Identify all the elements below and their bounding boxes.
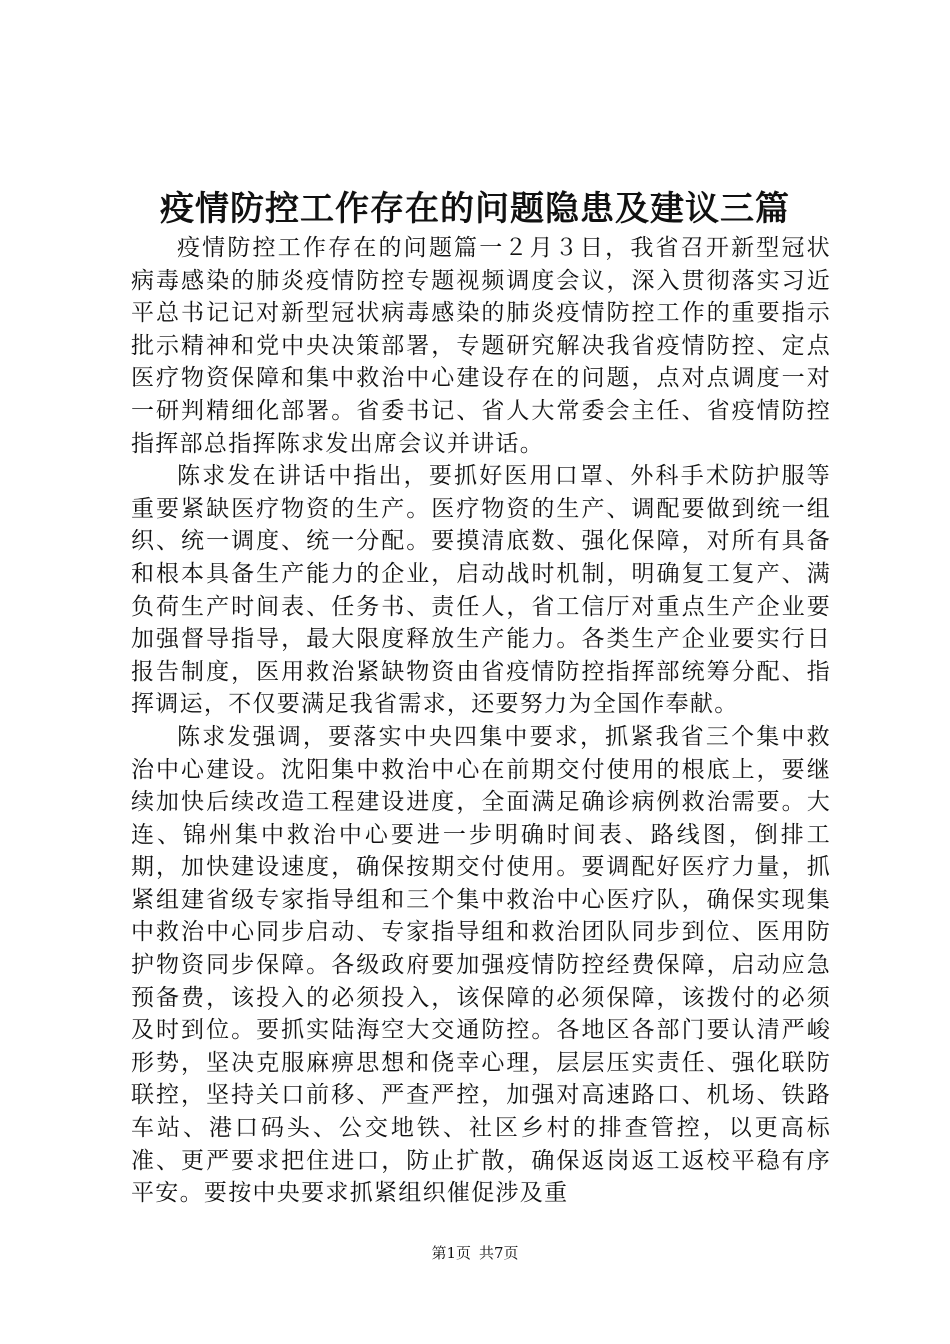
paragraph-2: 陈求发在讲话中指出，要抓好医用口罩、外科手术防护服等重要紧缺医疗物资的生产。医疗物资的生产、调配要做到统一组织、统一调度、统一分配。要摸清底数、强化保障，对所有具备和根本具备生产能力的企业，启动战时机制，明确复工复产、满负荷生产时间表、任务书、责任人，省工信厅对重点生产企业要加强督导指导，最大限度释放生产能力。各类生产企业要实行日报告制度，医用救治紧缺物资由省疫情防控指挥部统筹分配、指挥调运，不仅要满足我省需求，还要努力为全国作奉献。 — [131, 463, 831, 718]
page-footer — [0, 1241, 950, 1265]
paragraph-1: 疫情防控工作存在的问题篇一２月３日，我省召开新型冠状病毒感染的肺炎疫情防控专题视频调度会议，深入贯彻落实习近平总书记记对新型冠状病毒感染的肺炎疫情防控工作的重要指示批示精神和党中央决策部署，专题研究解决我省疫情防控、定点医疗物资保障和集中救治中心建设存在的问题，点对点调度一对一研判精细化部署。省委书记、省人大常委会主任、省疫情防控指挥部总指挥陈求发出席会议并讲话。 — [131, 235, 831, 457]
paragraph-3: 陈求发强调，要落实中央四集中要求，抓紧我省三个集中救治中心建设。沈阳集中救治中心在前期交付使用的根底上，要继续加快后续改造工程建设进度，全面满足确诊病例救治需要。大连、锦州集中救治中心要进一步明确时间表、路线图，倒排工期，加快建设速度，确保按期交付使用。要调配好医疗力量，抓紧组建省级专家指导组和三个集中救治中心医疗队，确保实现集中救治中心同步启动、专家指导组和救治团队同步到位、医用防护物资同步保障。各级政府要加强疫情防控经费保障，启动应急预备费，该投入的必须投入，该保障的必须保障，该拨付的必须及时到位。要抓实陆海空大交通防控。各地区各部门要认清严峻形势，坚决克服麻痹思想和侥幸心理，层层压实责任、强化联防联控，坚持关口前移、严查严控，加强对高速路口、机场、铁路车站、港口码头、公交地铁、社区乡村的排查管控，以更高标准、更严要求把住进口，防止扩散，确保返岗返工返校平稳有序平安。要按中央要求抓紧组织催促涉及重 — [131, 723, 831, 1207]
document-body — [131, 232, 831, 1210]
document-title: 疫情防控工作存在的问题隐患及建议三篇 — [160, 189, 790, 229]
page-total: 共7页 — [479, 1244, 519, 1262]
page-number: 第1页 — [431, 1244, 471, 1262]
